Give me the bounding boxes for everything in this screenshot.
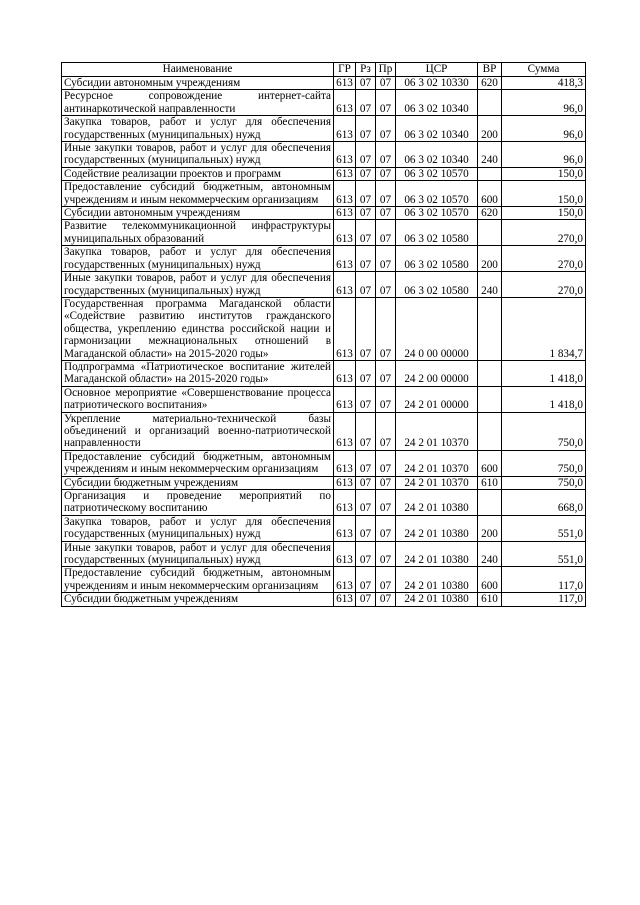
row-rz: 07 <box>356 567 376 593</box>
table-row <box>62 90 586 116</box>
row-csr: 24 2 01 10380 <box>396 593 478 606</box>
row-rz: 07 <box>356 90 376 116</box>
table-row <box>62 567 586 593</box>
row-name: Предоставление субсидий бюджетным, автономным учреждениям и иным некоммерческим организациям <box>62 181 334 207</box>
row-gr: 613 <box>334 593 356 606</box>
row-vr: 610 <box>478 593 502 606</box>
row-name: Иные закупки товаров, работ и услуг для обеспечения государственных (муниципальных) нужд <box>62 541 334 567</box>
row-sum: 750,0 <box>502 450 586 476</box>
row-gr: 613 <box>334 90 356 116</box>
row-pr: 07 <box>376 490 396 516</box>
row-vr <box>478 412 502 450</box>
table-row <box>62 593 586 606</box>
row-vr <box>478 90 502 116</box>
row-gr: 613 <box>334 490 356 516</box>
table-row <box>62 360 586 386</box>
row-pr: 07 <box>376 220 396 246</box>
row-name: Субсидии бюджетным учреждениям <box>62 476 334 489</box>
row-vr <box>478 386 502 412</box>
table-row <box>62 142 586 168</box>
row-rz: 07 <box>356 297 376 360</box>
row-gr: 613 <box>334 515 356 541</box>
row-csr: 24 2 01 10380 <box>396 490 478 516</box>
table-row <box>62 515 586 541</box>
row-vr: 200 <box>478 246 502 272</box>
row-pr: 07 <box>376 246 396 272</box>
row-rz: 07 <box>356 386 376 412</box>
table-row <box>62 207 586 220</box>
row-rz: 07 <box>356 77 376 90</box>
row-vr: 620 <box>478 207 502 220</box>
row-vr: 620 <box>478 77 502 90</box>
table-row <box>62 116 586 142</box>
row-sum: 750,0 <box>502 412 586 450</box>
row-name: Закупка товаров, работ и услуг для обеспечения государственных (муниципальных) нужд <box>62 246 334 272</box>
row-gr: 613 <box>334 360 356 386</box>
row-name: Субсидии бюджетным учреждениям <box>62 593 334 606</box>
row-pr: 07 <box>376 116 396 142</box>
row-name: Субсидии автономным учреждениям <box>62 77 334 90</box>
row-rz: 07 <box>356 142 376 168</box>
table-row <box>62 272 586 298</box>
row-sum: 1 834,7 <box>502 297 586 360</box>
row-vr <box>478 167 502 180</box>
table-row <box>62 490 586 516</box>
header-csr: ЦСР <box>396 63 478 77</box>
row-pr: 07 <box>376 272 396 298</box>
row-gr: 613 <box>334 207 356 220</box>
row-csr: 06 3 02 10340 <box>396 142 478 168</box>
row-sum: 270,0 <box>502 220 586 246</box>
row-name: Развитие телекоммуникационной инфраструктуры муниципальных образований <box>62 220 334 246</box>
row-vr: 240 <box>478 272 502 298</box>
row-csr: 24 2 01 00000 <box>396 386 478 412</box>
table-row <box>62 412 586 450</box>
header-rz: Рз <box>356 63 376 77</box>
row-gr: 613 <box>334 567 356 593</box>
row-rz: 07 <box>356 246 376 272</box>
row-name: Иные закупки товаров, работ и услуг для обеспечения государственных (муниципальных) нужд <box>62 272 334 298</box>
header-name: Наименование <box>62 63 334 77</box>
row-csr: 06 3 02 10340 <box>396 90 478 116</box>
row-rz: 07 <box>356 181 376 207</box>
row-rz: 07 <box>356 220 376 246</box>
row-gr: 613 <box>334 116 356 142</box>
header-sum: Сумма <box>502 63 586 77</box>
row-vr: 600 <box>478 567 502 593</box>
table-row <box>62 297 586 360</box>
table-row <box>62 220 586 246</box>
row-pr: 07 <box>376 181 396 207</box>
row-rz: 07 <box>356 490 376 516</box>
row-csr: 24 2 01 10380 <box>396 515 478 541</box>
row-name: Содействие реализации проектов и программ <box>62 167 334 180</box>
row-sum: 117,0 <box>502 567 586 593</box>
row-csr: 06 3 02 10340 <box>396 116 478 142</box>
header-vr: ВР <box>478 63 502 77</box>
table-row <box>62 246 586 272</box>
row-pr: 07 <box>376 515 396 541</box>
row-name: Закупка товаров, работ и услуг для обеспечения государственных (муниципальных) нужд <box>62 515 334 541</box>
row-csr: 06 3 02 10570 <box>396 181 478 207</box>
row-gr: 613 <box>334 476 356 489</box>
row-name: Организация и проведение мероприятий по патриотическому воспитанию <box>62 490 334 516</box>
table-row <box>62 541 586 567</box>
row-sum: 270,0 <box>502 246 586 272</box>
row-rz: 07 <box>356 272 376 298</box>
table-body <box>62 77 586 607</box>
row-rz: 07 <box>356 515 376 541</box>
row-gr: 613 <box>334 246 356 272</box>
table-row <box>62 386 586 412</box>
row-name: Иные закупки товаров, работ и услуг для обеспечения государственных (муниципальных) нужд <box>62 142 334 168</box>
row-sum: 150,0 <box>502 207 586 220</box>
table-header-row <box>62 63 586 77</box>
row-vr <box>478 360 502 386</box>
row-pr: 07 <box>376 476 396 489</box>
row-pr: 07 <box>376 142 396 168</box>
row-sum: 668,0 <box>502 490 586 516</box>
row-rz: 07 <box>356 360 376 386</box>
table-row <box>62 167 586 180</box>
row-pr: 07 <box>376 207 396 220</box>
header-gr: ГР <box>334 63 356 77</box>
row-gr: 613 <box>334 450 356 476</box>
row-pr: 07 <box>376 77 396 90</box>
table-row <box>62 77 586 90</box>
row-pr: 07 <box>376 567 396 593</box>
row-sum: 418,3 <box>502 77 586 90</box>
header-pr: Пр <box>376 63 396 77</box>
row-pr: 07 <box>376 167 396 180</box>
row-name: Закупка товаров, работ и услуг для обеспечения государственных (муниципальных) нужд <box>62 116 334 142</box>
budget-table <box>61 62 586 607</box>
row-csr: 06 3 02 10570 <box>396 167 478 180</box>
row-csr: 06 3 02 10330 <box>396 77 478 90</box>
row-vr <box>478 220 502 246</box>
row-gr: 613 <box>334 386 356 412</box>
row-sum: 150,0 <box>502 181 586 207</box>
row-csr: 06 3 02 10570 <box>396 207 478 220</box>
row-pr: 07 <box>376 360 396 386</box>
row-name: Субсидии автономным учреждениям <box>62 207 334 220</box>
row-sum: 96,0 <box>502 116 586 142</box>
row-csr: 24 2 01 10370 <box>396 476 478 489</box>
row-pr: 07 <box>376 297 396 360</box>
row-name: Ресурсное сопровождение интернет-сайта антинаркотической направленности <box>62 90 334 116</box>
row-name: Подпрограмма «Патриотическое воспитание жителей Магаданской области» на 2015-2020 годы» <box>62 360 334 386</box>
row-name: Укрепление материально-технической базы объединений и организаций военно-патриотической направленности <box>62 412 334 450</box>
row-gr: 613 <box>334 297 356 360</box>
row-sum: 551,0 <box>502 541 586 567</box>
row-rz: 07 <box>356 412 376 450</box>
row-csr: 06 3 02 10580 <box>396 220 478 246</box>
row-sum: 96,0 <box>502 142 586 168</box>
row-sum: 1 418,0 <box>502 386 586 412</box>
row-name: Предоставление субсидий бюджетным, автономным учреждениям и иным некоммерческим организациям <box>62 567 334 593</box>
table-row <box>62 476 586 489</box>
table-row <box>62 450 586 476</box>
row-sum: 551,0 <box>502 515 586 541</box>
row-csr: 24 2 01 10380 <box>396 541 478 567</box>
row-rz: 07 <box>356 116 376 142</box>
row-csr: 24 2 01 10380 <box>396 567 478 593</box>
row-rz: 07 <box>356 167 376 180</box>
row-vr: 610 <box>478 476 502 489</box>
row-rz: 07 <box>356 541 376 567</box>
row-sum: 96,0 <box>502 90 586 116</box>
row-gr: 613 <box>334 167 356 180</box>
row-rz: 07 <box>356 450 376 476</box>
row-rz: 07 <box>356 593 376 606</box>
row-gr: 613 <box>334 181 356 207</box>
row-pr: 07 <box>376 450 396 476</box>
row-gr: 613 <box>334 77 356 90</box>
row-pr: 07 <box>376 90 396 116</box>
row-vr <box>478 297 502 360</box>
row-csr: 24 0 00 00000 <box>396 297 478 360</box>
row-sum: 750,0 <box>502 476 586 489</box>
row-gr: 613 <box>334 272 356 298</box>
row-csr: 24 2 01 10370 <box>396 412 478 450</box>
row-csr: 06 3 02 10580 <box>396 272 478 298</box>
row-vr: 600 <box>478 181 502 207</box>
row-csr: 06 3 02 10580 <box>396 246 478 272</box>
table-row <box>62 181 586 207</box>
row-vr <box>478 490 502 516</box>
row-pr: 07 <box>376 541 396 567</box>
row-vr: 200 <box>478 116 502 142</box>
row-gr: 613 <box>334 220 356 246</box>
row-pr: 07 <box>376 412 396 450</box>
row-name: Государственная программа Магаданской области «Содействие развитию институтов гражданского общества, укреплению единства российской нации и гармонизации межнациональных отношений в Магаданской области» на 2015-2020 годы» <box>62 297 334 360</box>
row-sum: 270,0 <box>502 272 586 298</box>
row-pr: 07 <box>376 386 396 412</box>
row-vr: 240 <box>478 142 502 168</box>
row-name: Основное мероприятие «Совершенствование процесса патриотического воспитания» <box>62 386 334 412</box>
row-gr: 613 <box>334 142 356 168</box>
row-gr: 613 <box>334 412 356 450</box>
row-vr: 600 <box>478 450 502 476</box>
row-sum: 117,0 <box>502 593 586 606</box>
row-csr: 24 2 01 10370 <box>396 450 478 476</box>
row-gr: 613 <box>334 541 356 567</box>
row-rz: 07 <box>356 476 376 489</box>
row-sum: 150,0 <box>502 167 586 180</box>
row-csr: 24 2 00 00000 <box>396 360 478 386</box>
row-vr: 200 <box>478 515 502 541</box>
row-sum: 1 418,0 <box>502 360 586 386</box>
row-pr: 07 <box>376 593 396 606</box>
row-vr: 240 <box>478 541 502 567</box>
row-name: Предоставление субсидий бюджетным, автономным учреждениям и иным некоммерческим организациям <box>62 450 334 476</box>
row-rz: 07 <box>356 207 376 220</box>
